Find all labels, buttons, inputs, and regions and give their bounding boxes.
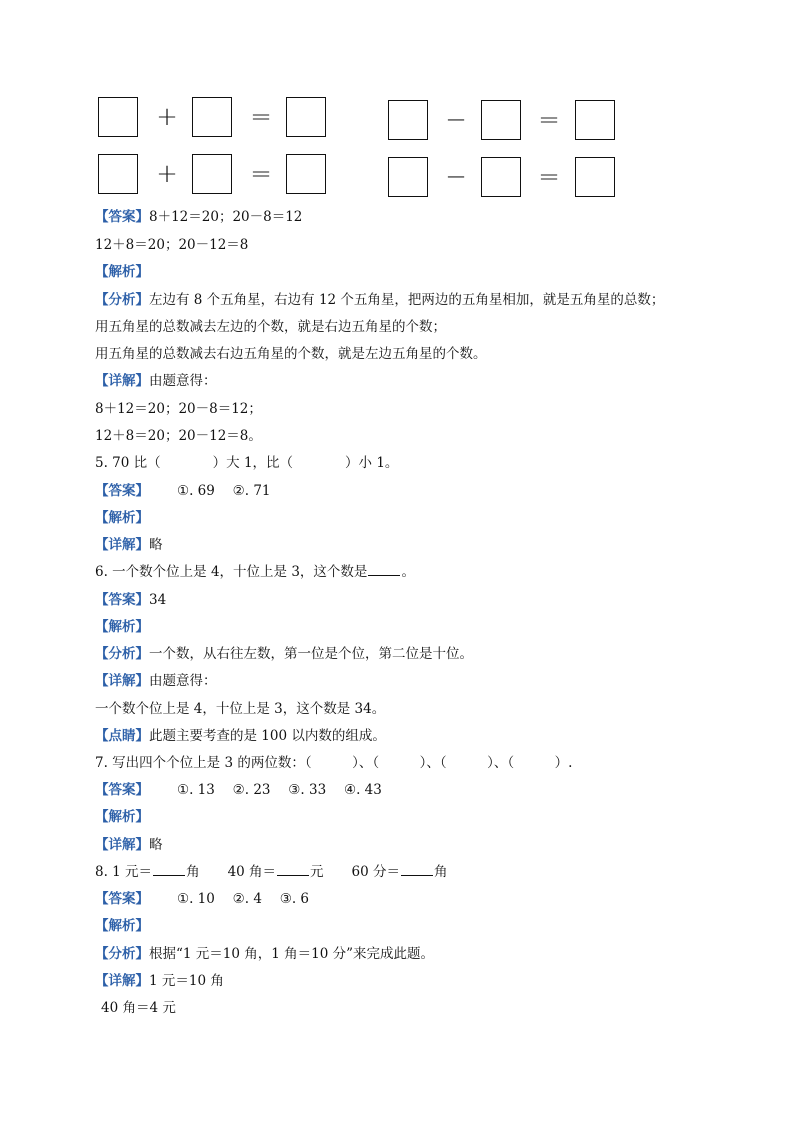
q4-fenxi-line-3: 用五角星的总数减去右边五角星的个数，就是左边五角星的个数。: [95, 346, 487, 362]
answer-text: ①. 13 ②. 23 ③. 33 ④. 43: [177, 782, 382, 798]
answer-text: ①. 10 ②. 4 ③. 6: [177, 891, 309, 907]
q4-answer-line-2: 12＋8＝20；20－12＝8: [95, 237, 249, 253]
q6-xiangjie-line: [95, 672, 217, 690]
fenxi-tag: 【分析】: [95, 646, 149, 662]
plus-sign: +: [156, 159, 178, 189]
equals-sign: =: [538, 162, 560, 192]
q4-answer-line: [95, 208, 302, 226]
answer-box[interactable]: [192, 154, 232, 194]
q7-xiangjie-line: [95, 836, 163, 854]
jiexi-tag: 【解析】: [95, 510, 149, 526]
fenxi-text: 根据“1 元＝10 角，1 角＝10 分”来完成此题。: [149, 946, 435, 962]
answer-box[interactable]: [388, 100, 428, 140]
fenxi-text: 左边有 8 个五角星，右边有 12 个五角星，把两边的五角星相加，就是五角星的总数；: [149, 292, 665, 308]
dianjing-tag: 【点睛】: [95, 728, 149, 744]
q5-question: 5. 70 比（ ）大 1，比（ ）小 1。: [95, 455, 399, 471]
q6-xiangjie-line-2: 一个数个位上是 4，十位上是 3，这个数是 34。: [95, 701, 386, 717]
q8-answer-line: [95, 890, 309, 908]
xiangjie-tag: 【详解】: [95, 537, 149, 553]
answer-box[interactable]: [575, 157, 615, 197]
answer-tag: 【答案】: [95, 782, 149, 798]
q6-fenxi-line: [95, 645, 473, 663]
q4-xiangjie-line-3: 12＋8＝20；20－12＝8。: [95, 428, 262, 444]
minus-sign: −: [445, 105, 467, 135]
xiangjie-text: 由题意得：: [149, 673, 217, 689]
q8-xiangjie-line: [95, 972, 224, 990]
answer-box[interactable]: [98, 154, 138, 194]
equals-sign: =: [250, 102, 272, 132]
q6-question: 6. 一个数个位上是 4，十位上是 3，这个数是 。: [95, 564, 415, 580]
q4-xiangjie-line: [95, 372, 217, 390]
answer-box[interactable]: [481, 157, 521, 197]
q4-fenxi-line: [95, 291, 664, 309]
xiangjie-tag: 【详解】: [95, 837, 149, 853]
q4-fenxi-line-2: 用五角星的总数减去左边的个数，就是右边五角星的个数；: [95, 319, 446, 335]
q5-answer-line: [95, 482, 271, 500]
equals-sign: =: [250, 159, 272, 189]
fenxi-tag: 【分析】: [95, 946, 149, 962]
q5-xiangjie-line: [95, 536, 163, 554]
answer-tag: 【答案】: [95, 891, 149, 907]
q6-dianjing-line: [95, 727, 386, 745]
answer-tag: 【答案】: [95, 483, 149, 499]
q4-xiangjie-line-2: 8＋12＝20；20－8＝12；: [95, 401, 262, 417]
xiangjie-text: 由题意得：: [149, 373, 217, 389]
q6-answer-line: [95, 591, 166, 609]
fill-blank[interactable]: [277, 863, 309, 876]
xiangjie-text: 略: [149, 537, 163, 553]
jiexi-tag: 【解析】: [95, 809, 149, 825]
fill-blank[interactable]: [153, 863, 185, 876]
answer-box[interactable]: [192, 97, 232, 137]
q7-jiexi-line: [95, 808, 149, 826]
q7-answer-line: [95, 781, 382, 799]
xiangjie-tag: 【详解】: [95, 973, 149, 989]
answer-text: 34: [149, 592, 167, 608]
fill-blank[interactable]: [368, 563, 400, 576]
minus-sign: −: [445, 162, 467, 192]
q8-fenxi-line: [95, 945, 434, 963]
answer-box[interactable]: [286, 97, 326, 137]
xiangjie-tag: 【详解】: [95, 673, 149, 689]
answer-tag: 【答案】: [95, 592, 149, 608]
jiexi-tag: 【解析】: [95, 264, 149, 280]
fenxi-tag: 【分析】: [95, 292, 149, 308]
fill-blank[interactable]: [401, 863, 433, 876]
q8-question: 8. 1 元＝ 角 40 角＝ 元 60 分＝ 角: [95, 864, 448, 880]
jiexi-tag: 【解析】: [95, 619, 149, 635]
equals-sign: =: [538, 105, 560, 135]
q7-question: 7. 写出四个个位上是 3 的两位数：（ ）、（ ）、（ ）、（ ）.: [95, 755, 573, 771]
xiangjie-text: 1 元＝10 角: [149, 973, 224, 989]
jiexi-tag: 【解析】: [95, 918, 149, 934]
xiangjie-text: 略: [149, 837, 163, 853]
q5-jiexi-line: [95, 509, 149, 527]
answer-box[interactable]: [575, 100, 615, 140]
fenxi-text: 一个数，从右往左数，第一位是个位，第二位是十位。: [149, 646, 473, 662]
answer-box[interactable]: [98, 97, 138, 137]
plus-sign: +: [156, 102, 178, 132]
xiangjie-tag: 【详解】: [95, 373, 149, 389]
answer-text: 8＋12＝20；20－8＝12: [149, 209, 303, 225]
q8-xiangjie-line-2: 40 角＝4 元: [101, 1000, 176, 1016]
q6-jiexi-line: [95, 618, 149, 636]
answer-tag: 【答案】: [95, 209, 149, 225]
answer-box[interactable]: [286, 154, 326, 194]
answer-box[interactable]: [388, 157, 428, 197]
answer-text: ①. 69 ②. 71: [177, 483, 271, 499]
q8-jiexi-line: [95, 917, 149, 935]
dianjing-text: 此题主要考查的是 100 以内数的组成。: [149, 728, 386, 744]
answer-box[interactable]: [481, 100, 521, 140]
q4-jiexi-line: [95, 263, 149, 281]
